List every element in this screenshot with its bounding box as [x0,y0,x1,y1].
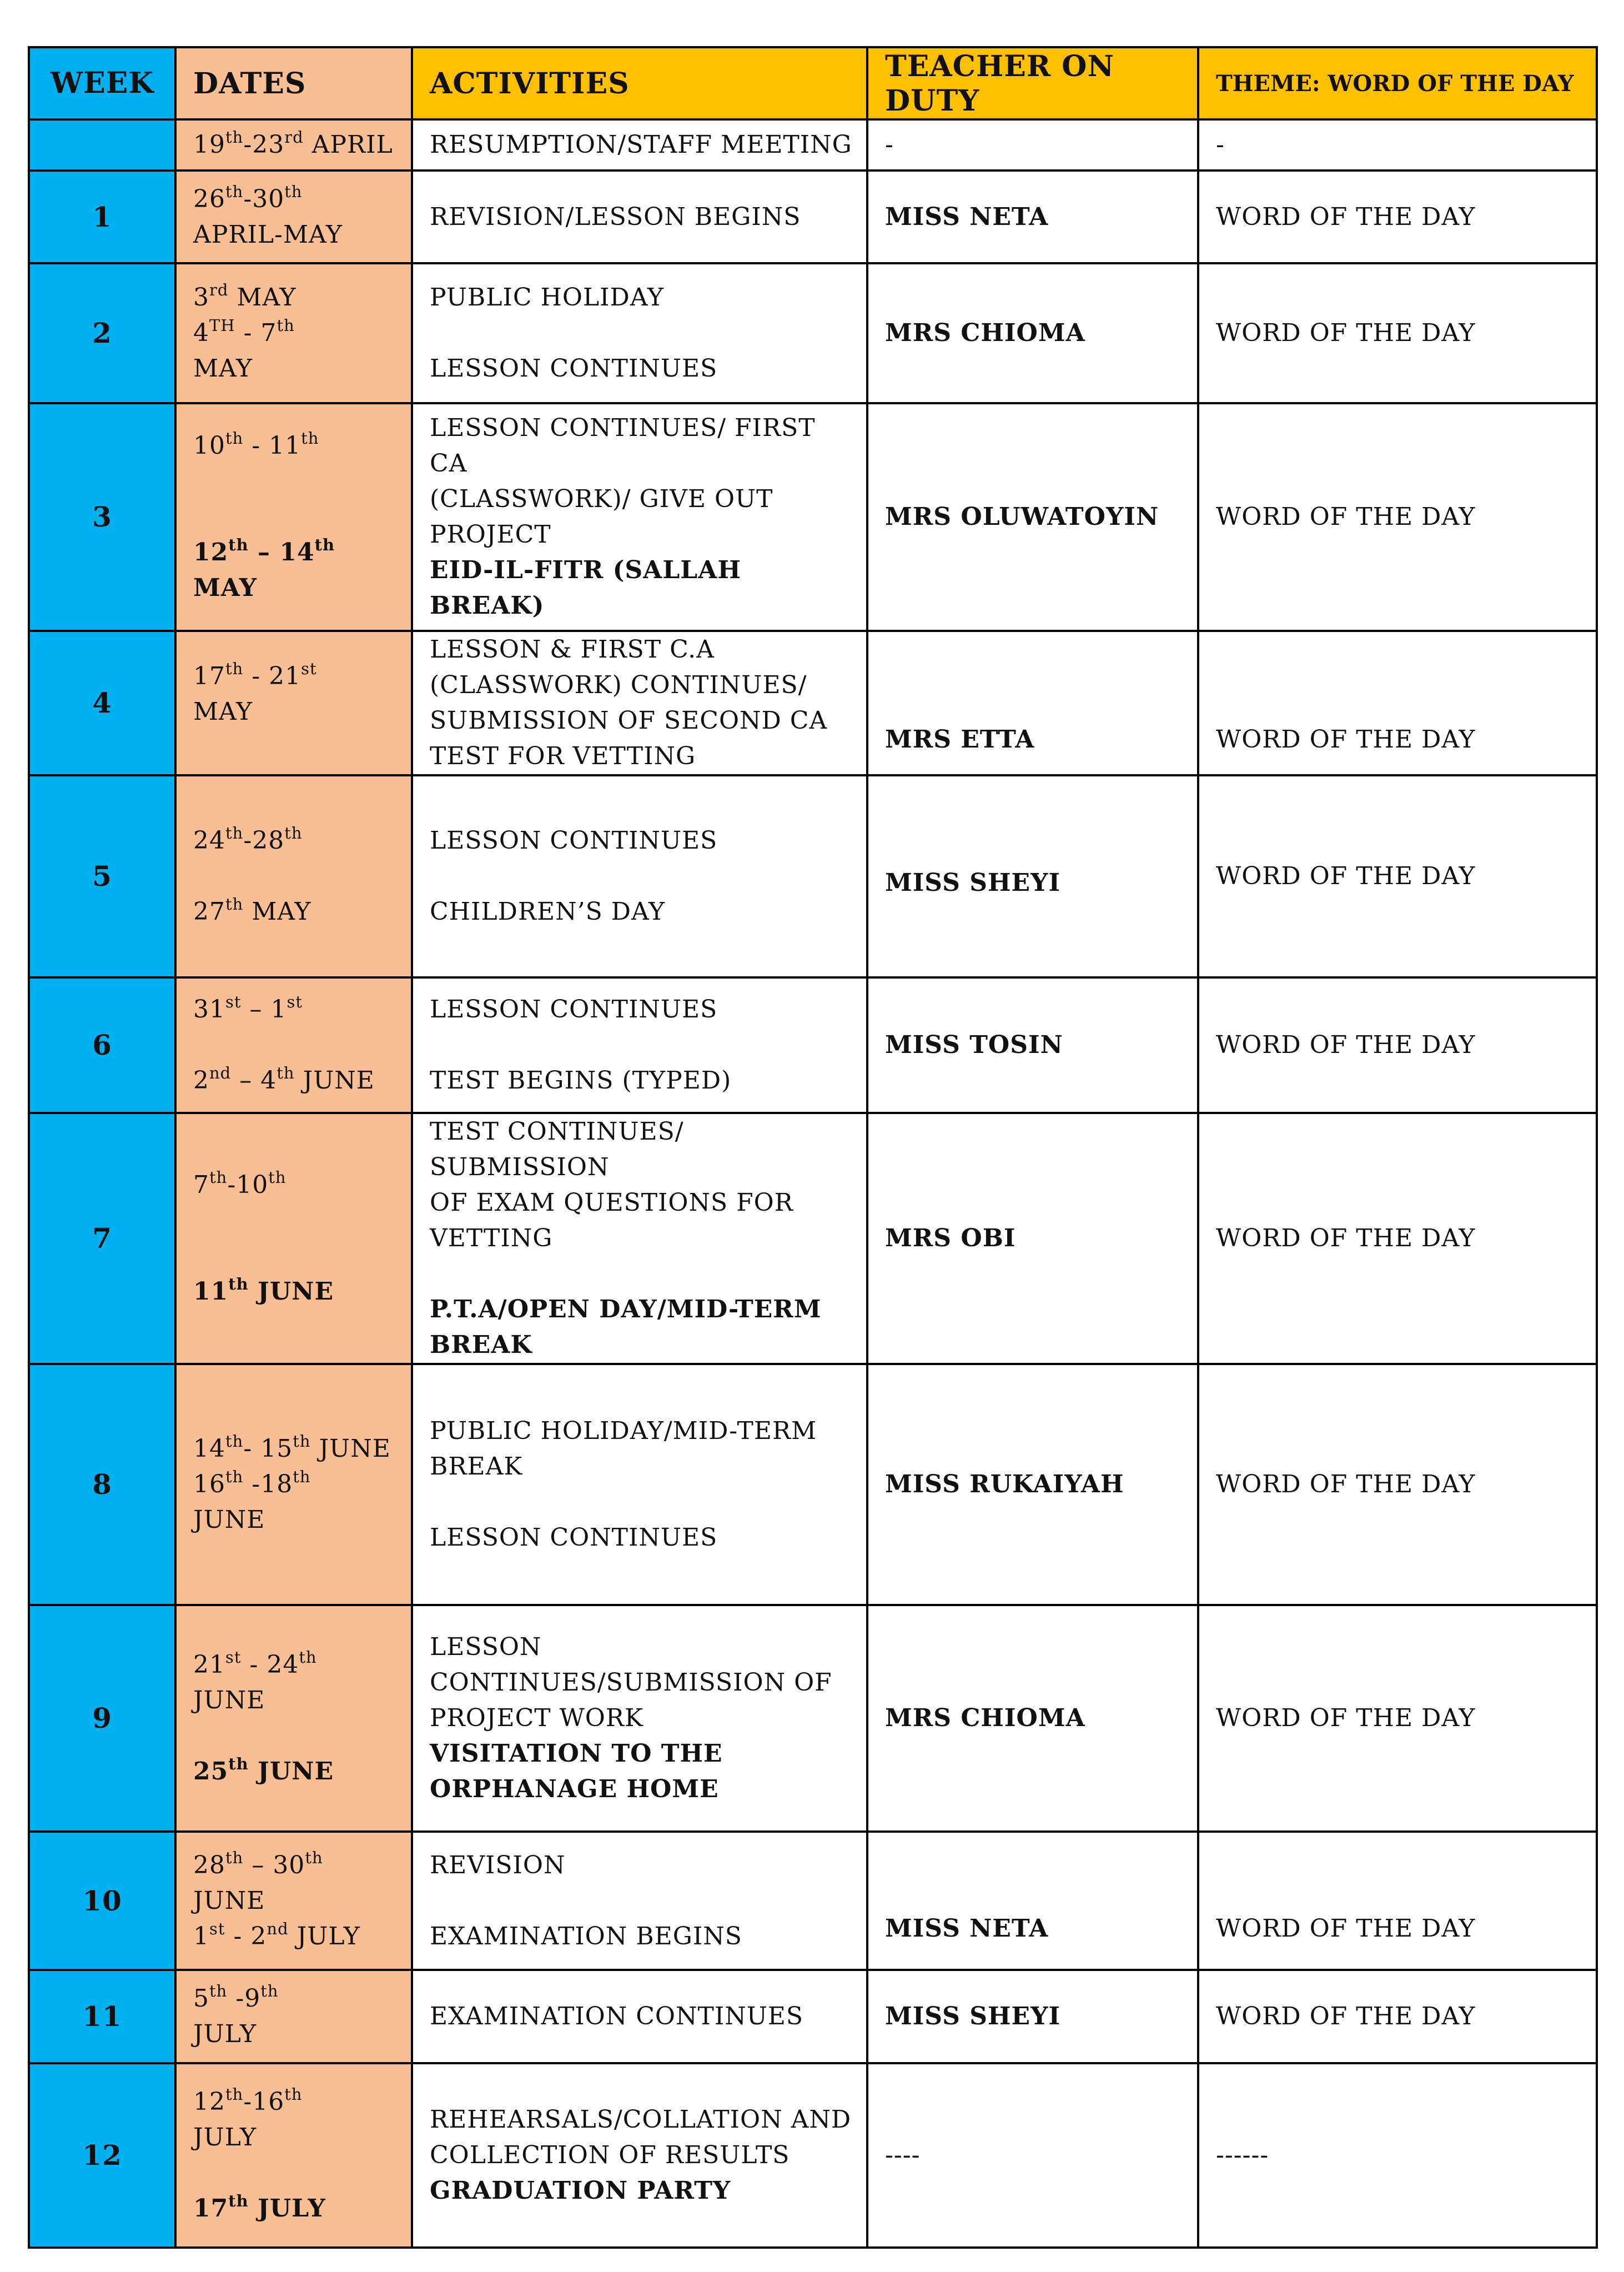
teacher-cell: ---- [867,2063,1198,2248]
theme-cell: WORD OF THE DAY [1198,263,1597,403]
theme-cell: WORD OF THE DAY [1198,631,1597,775]
week-cell [29,119,175,170]
activities-cell: REVISION/LESSON BEGINS [412,170,867,263]
dates-cell: 24th-28th 27th MAY [175,775,412,977]
dates-cell: 19th-23rd APRIL [175,119,412,170]
week-header: WEEK [29,47,175,119]
teacher-cell: MISS NETA [867,170,1198,263]
week-cell: 7 [29,1113,175,1364]
week-cell: 9 [29,1605,175,1832]
theme-cell: WORD OF THE DAY [1198,1970,1597,2063]
activities-cell: PUBLIC HOLIDAY LESSON CONTINUES [412,263,867,403]
theme-cell: WORD OF THE DAY [1198,1605,1597,1832]
dates-header: DATES [175,47,412,119]
week-cell: 1 [29,170,175,263]
table-row [29,1970,1597,2063]
theme-cell: - [1198,119,1597,170]
week-cell: 8 [29,1364,175,1605]
activities-cell: LESSON CONTINUES TEST BEGINS (TYPED) [412,977,867,1113]
dates-cell: 17th - 21st MAY [175,631,412,775]
week-cell: 12 [29,2063,175,2248]
activities-cell: LESSON CONTINUES/SUBMISSION OF PROJECT WORK VISITATION TO THE ORPHANAGE HOME [412,1605,867,1832]
activities-cell: LESSON CONTINUES CHILDREN’S DAY [412,775,867,977]
dates-cell: 3rd MAY 4TH - 7th MAY [175,263,412,403]
activities-cell: RESUMPTION/STAFF MEETING [412,119,867,170]
table-row [29,2063,1597,2248]
week-cell: 11 [29,1970,175,2063]
schedule-document [28,46,1624,2223]
activities-cell: TEST CONTINUES/ SUBMISSION OF EXAM QUESTIONS FOR VETTING P.T.A/OPEN DAY/MID-TERM BREAK [412,1113,867,1364]
teacher-cell: MRS OLUWATOYIN [867,403,1198,631]
activities-cell: LESSON CONTINUES/ FIRST CA (CLASSWORK)/ GIVE OUT PROJECT EID-IL-FITR (SALLAH BREAK) [412,403,867,631]
table-row [29,1113,1597,1364]
theme-cell: WORD OF THE DAY [1198,1832,1597,1970]
theme-cell: WORD OF THE DAY [1198,403,1597,631]
theme-cell: WORD OF THE DAY [1198,775,1597,977]
dates-cell: 14th- 15th JUNE 16th -18th JUNE [175,1364,412,1605]
teacher-cell: MISS TOSIN [867,977,1198,1113]
table-row [29,119,1597,170]
theme-cell: WORD OF THE DAY [1198,1113,1597,1364]
teacher-cell: MISS NETA [867,1832,1198,1970]
dates-cell: 21st - 24th JUNE 25th JUNE [175,1605,412,1832]
theme-cell: WORD OF THE DAY [1198,170,1597,263]
table-row [29,1364,1597,1605]
activities-cell: LESSON & FIRST C.A (CLASSWORK) CONTINUES/ SUBMISSION OF SECOND CA TEST FOR VETTING [412,631,867,775]
teacher-cell: MRS CHIOMA [867,1605,1198,1832]
teacher-cell: MISS SHEYI [867,1970,1198,2063]
theme-header: THEME: WORD OF THE DAY [1198,47,1597,119]
dates-cell: 7th-10th 11th JUNE [175,1113,412,1364]
theme-cell: WORD OF THE DAY [1198,977,1597,1113]
teacher-cell: MRS ETTA [867,631,1198,775]
activities-cell: EXAMINATION CONTINUES [412,1970,867,2063]
theme-cell: WORD OF THE DAY [1198,1364,1597,1605]
teacher-cell: MISS SHEYI [867,775,1198,977]
activities-cell: PUBLIC HOLIDAY/MID-TERM BREAK LESSON CONTINUES [412,1364,867,1605]
activities-header: ACTIVITIES [412,47,867,119]
dates-cell: 28th – 30th JUNE 1st - 2nd JULY [175,1832,412,1970]
dates-cell: 10th - 11th 12th – 14th MAY [175,403,412,631]
table-row [29,1605,1597,1832]
table-row [29,1832,1597,1970]
week-cell: 4 [29,631,175,775]
table-row [29,977,1597,1113]
week-cell: 3 [29,403,175,631]
dates-cell: 5th -9th JULY [175,1970,412,2063]
week-cell: 6 [29,977,175,1113]
theme-cell: ------ [1198,2063,1597,2248]
table-row [29,403,1597,631]
table-row [29,631,1597,775]
dates-cell: 12th-16th JULY 17th JULY [175,2063,412,2248]
dates-cell: 31st – 1st 2nd – 4th JUNE [175,977,412,1113]
teacher-cell: MISS RUKAIYAH [867,1364,1198,1605]
week-cell: 10 [29,1832,175,1970]
week-cell: 2 [29,263,175,403]
term-schedule-table [28,46,1598,2249]
table-row [29,775,1597,977]
table-row [29,170,1597,263]
activities-cell: REVISION EXAMINATION BEGINS [412,1832,867,1970]
teacher-header: TEACHER ON DUTY [867,47,1198,119]
teacher-cell: MRS OBI [867,1113,1198,1364]
dates-cell: 26th-30th APRIL-MAY [175,170,412,263]
week-cell: 5 [29,775,175,977]
table-row [29,263,1597,403]
teacher-cell: - [867,119,1198,170]
header-row [29,47,1597,119]
teacher-cell: MRS CHIOMA [867,263,1198,403]
activities-cell: REHEARSALS/COLLATION AND COLLECTION OF RESULTS GRADUATION PARTY [412,2063,867,2248]
